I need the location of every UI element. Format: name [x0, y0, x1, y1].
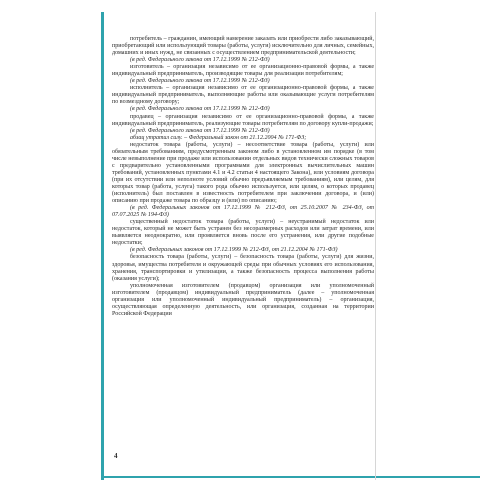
document-body	[112, 36, 374, 318]
paragraph-reference: (в ред. Федерального закона от 17.12.1999 № 212-ФЗ)	[130, 78, 270, 85]
page-edge-right	[375, 12, 376, 480]
page-edge-accent-bottom	[101, 476, 480, 478]
paragraph-body: продавец – организация независимо от ее организационно-правовой формы, а также индивидуальный предприниматель, реализующие товары потребителям по договору купли-продажи;	[112, 113, 374, 127]
paragraph-body: уполномоченная изготовителем (продавцом) организация или уполномоченный изготовителем (продавцом) индивидуальный предприниматель (далее – уполномоченная организация или уполномоченный индивидуальный предприниматель) – организация, осуществляющая определенную деятельность, или организация, созданная на территории Российской Федерации	[112, 282, 374, 317]
page-edge-accent	[101, 12, 104, 480]
paragraph-reference: (в ред. Федерального закона от 17.12.1999 № 212-ФЗ)	[130, 57, 270, 64]
paragraph-body: существенный недостаток товара (работы, услуги) – неустранимый недостаток или недостаток, который не может быть устранен без несоразмерных расходов или затрат времени, или выявляется неоднократно, или проявляется вновь после его устранения, или другие подобные недостатки;	[112, 219, 374, 247]
paragraph-body: безопасность товара (работы, услуги) – безопасность товара (работы, услуги) для жизни, здоровья, имущества потребителя и окружающей среды при обычных условиях его использования, хранения, транспортировки и утилизации, а также безопасность процесса выполнения работы (оказания услуги);	[112, 254, 374, 282]
paragraph-body: изготовитель – организация независимо от ее организационно-правовой формы, а также индивидуальный предприниматель, производящие товары для реализации потребителям;	[112, 64, 374, 78]
paragraph-reference: (в ред. Федерального закона от 17.12.1999 № 212-ФЗ)	[130, 127, 270, 134]
paragraph-body: исполнитель – организация независимо от ее организационно-правовой формы, а также индивидуальный предприниматель, выполняющие работы или оказывающие услуги потребителям по возмездному договору;	[112, 85, 374, 106]
paragraph-reference: (в ред. Федеральных законов от 17.12.1999 № 212-ФЗ, от 25.10.2007 № 234-ФЗ, от 07.07.2025 № 194-ФЗ)	[112, 205, 374, 219]
page-number: 4	[114, 452, 118, 460]
paragraph-body: недостаток товара (работы, услуги) – несоответствие товара (работы, услуги) или обязательным требованиям, предусмотренным законом либо в установленном им порядке (в том числе невыполнение при продаже или использовании отдельных видов технически сложных товаров с предварительно установленными программами для электронных вычислительных машин требований, установленных пунктами 4.1 и 4.2 статьи 4 настоящего Закона), или условиям договора (при их отсутствии или неполноте условий обычно предъявляемым требованиям), или целям, для которых товар (работа, услуга) такого рода обычно используется, или целям, о которых продавец (исполнитель) был поставлен в известность потребителем при заключении договора, и (или) описанию при продаже товара по образцу и (или) по описанию;	[112, 141, 374, 205]
paragraph-reference: (в ред. Федерального закона от 17.12.1999 № 212-ФЗ)	[130, 106, 270, 113]
paragraph-reference: абзац утратил силу. – Федеральный закон от 21.12.2004 № 171-ФЗ;	[130, 134, 307, 141]
paragraph-body: потребитель – гражданин, имеющий намерение заказать или приобрести либо заказывающий, приобретающий или использующий товары (работы, услуги) исключительно для личных, семейных, домашних и иных нужд, не связанных с осуществлением предпринимательской деятельности;	[112, 36, 374, 57]
paragraph-reference: (в ред. Федеральных законов от 17.12.1999 № 212-ФЗ, от 21.12.2004 № 171-ФЗ)	[130, 247, 338, 254]
